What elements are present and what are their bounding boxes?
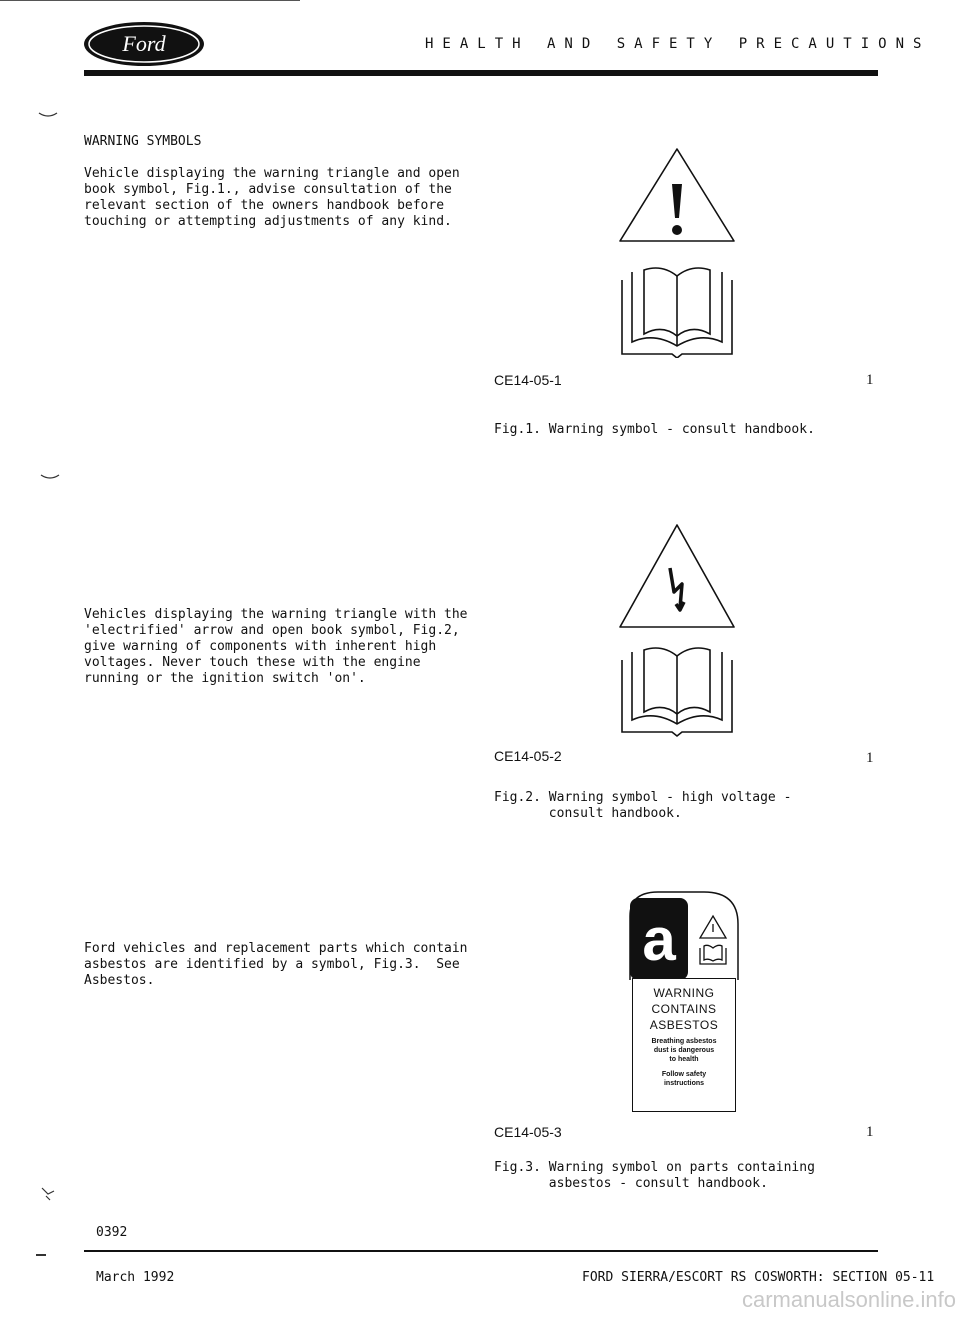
top-edge-line xyxy=(0,0,300,1)
fig1-warning-symbol xyxy=(614,146,740,358)
fig1-caption: Fig.1. Warning symbol - consult handbook. xyxy=(494,422,815,437)
page-title: HEALTH AND SAFETY PRECAUTIONS xyxy=(425,36,931,52)
header-rule xyxy=(84,70,878,76)
fig2-code: CE14-05-2 xyxy=(494,748,562,764)
margin-tick xyxy=(36,1254,46,1256)
margin-tick xyxy=(38,112,58,120)
margin-tick xyxy=(40,474,60,482)
high-voltage-triangle-icon xyxy=(620,525,734,627)
paragraph-asbestos: Ford vehicles and replacement parts which contain asbestos are identified by a symbol, Fig.3. See Asbestos. xyxy=(84,941,468,988)
section-heading: WARNING SYMBOLS xyxy=(84,134,202,149)
ford-logo-text: Ford xyxy=(122,31,166,56)
fig3-mark: 1 xyxy=(866,1124,874,1140)
paragraph-warning-voltage: Vehicles displaying the warning triangle with the 'electrified' arrow and open book symbol, Fig.2, give warning of components with inherent high voltages. Never touch these with the engine running or the ignition switch 'on'. xyxy=(84,607,468,686)
asbestos-warning-label xyxy=(632,978,736,1112)
paragraph-warning-handbook: Vehicle displaying the warning triangle and open book symbol, Fig.1., advise consultation of the relevant section of the owners handbook before touching or attempting adjustments of any kind. xyxy=(84,166,460,229)
page-code: 0392 xyxy=(96,1225,128,1240)
fig3-code: CE14-05-3 xyxy=(494,1124,562,1140)
fig3-caption: Fig.3. Warning symbol on parts containing asbestos - consult handbook. xyxy=(494,1160,815,1191)
fig1-code: CE14-05-1 xyxy=(494,372,562,388)
label-small-4: Follow safety xyxy=(661,1071,707,1078)
warning-triangle-icon xyxy=(620,149,734,241)
margin-tick xyxy=(40,1186,56,1202)
open-book-icon xyxy=(622,268,732,358)
fig2-warning-symbol xyxy=(614,522,740,738)
watermark: carmanualsonline.info xyxy=(741,1287,956,1312)
ford-logo xyxy=(82,20,206,68)
warning-triangle-icon xyxy=(700,916,726,938)
label-line-contains: CONTAINS xyxy=(651,1002,717,1016)
fig1-mark: 1 xyxy=(866,372,874,388)
footer-date: March 1992 xyxy=(96,1270,175,1285)
label-small-3: to health xyxy=(669,1056,699,1063)
footer-reference: FORD SIERRA/ESCORT RS COSWORTH: SECTION 05-11 xyxy=(582,1270,935,1285)
open-book-icon xyxy=(700,945,726,964)
footer-rule xyxy=(84,1250,878,1252)
label-small-2: dust is dangerous xyxy=(653,1047,715,1054)
fig2-caption: Fig.2. Warning symbol - high voltage - consult handbook. xyxy=(494,790,792,821)
label-small-1: Breathing asbestos xyxy=(651,1038,717,1045)
label-small-5: instructions xyxy=(663,1080,705,1087)
open-book-icon xyxy=(622,648,732,736)
asbestos-letter: a xyxy=(642,906,676,973)
fig2-mark: 1 xyxy=(866,750,874,766)
label-line-asbestos: ASBESTOS xyxy=(649,1018,719,1032)
asbestos-label-top xyxy=(622,888,746,980)
label-line-warning: WARNING xyxy=(653,986,715,1000)
